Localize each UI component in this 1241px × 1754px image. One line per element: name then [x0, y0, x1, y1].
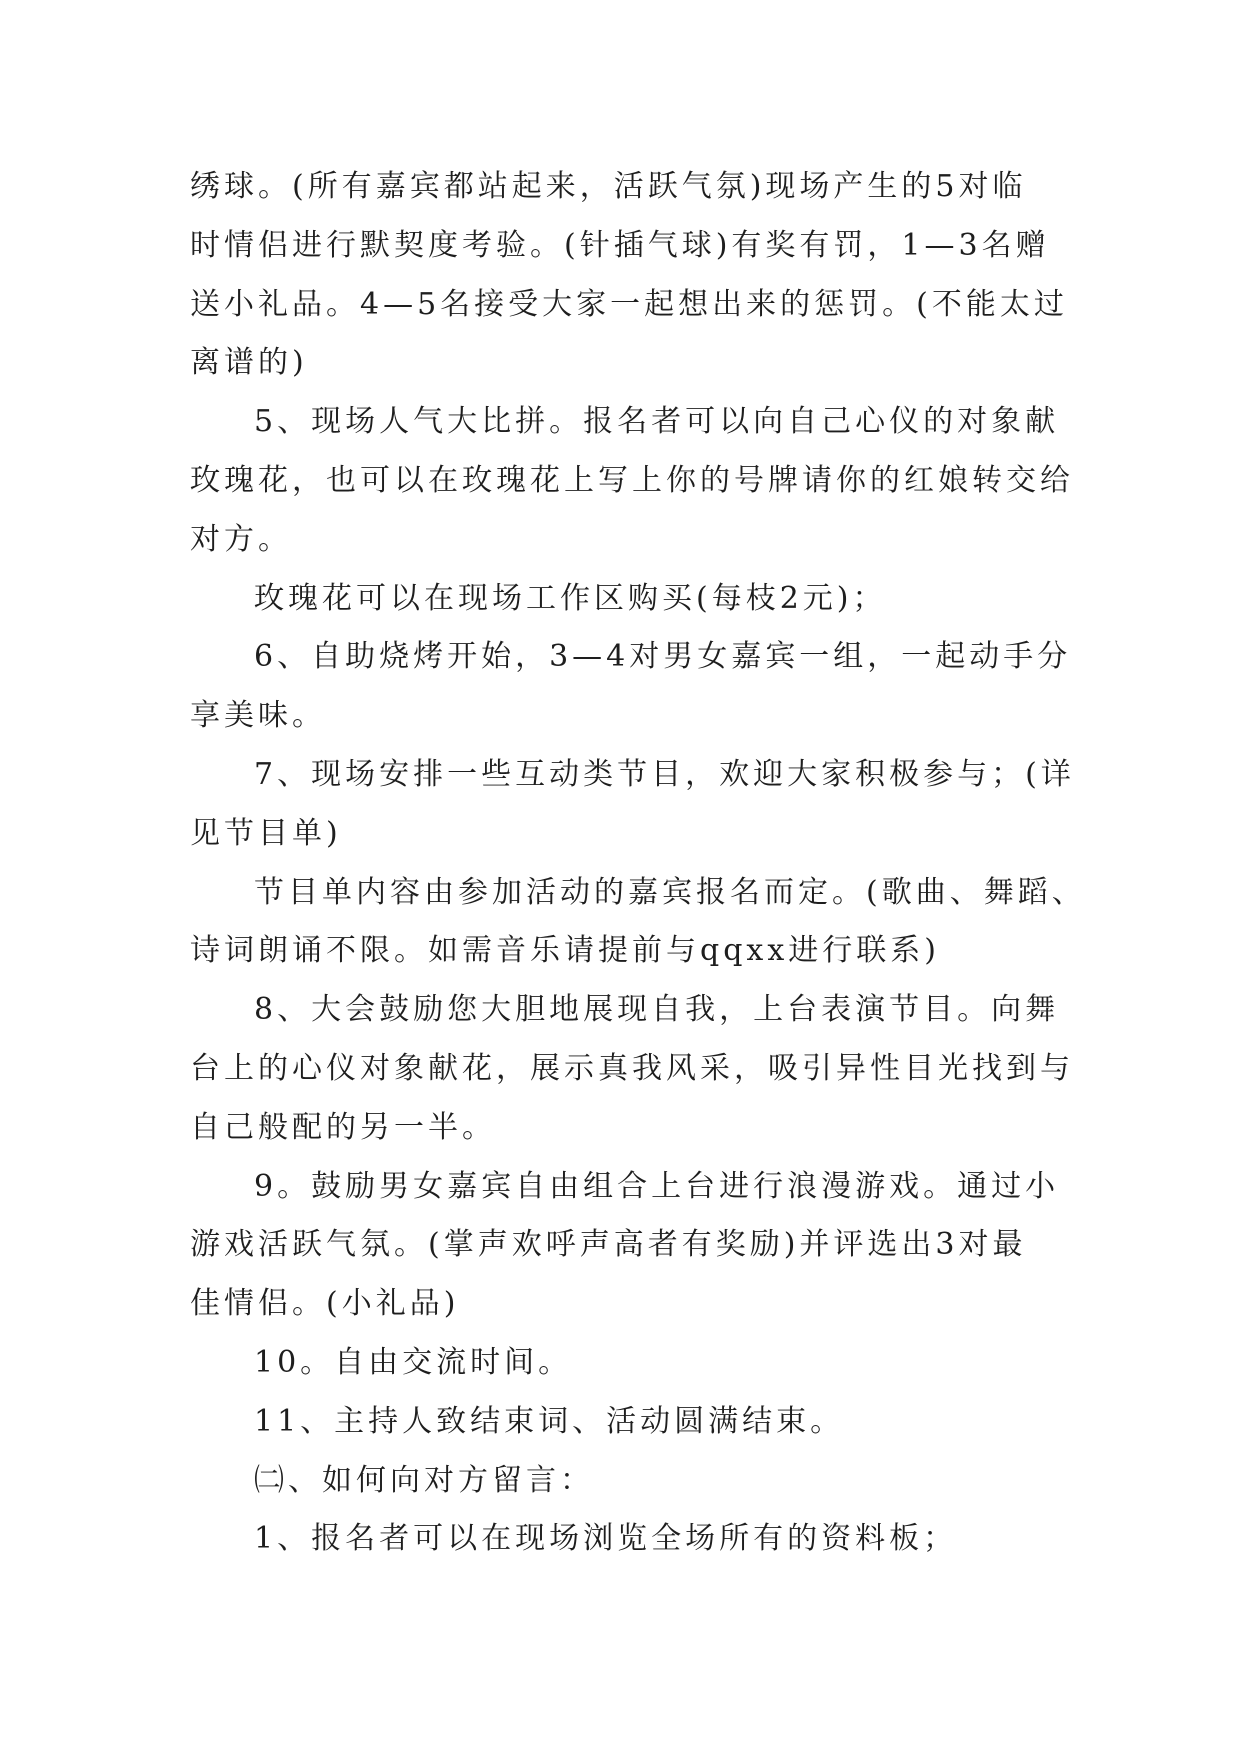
document-line: 见节目单) — [190, 815, 342, 851]
document-line: 自己般配的另一半。 — [190, 1109, 496, 1145]
document-line: 6、自助烧烤开始，3—4对男女嘉宾一组，一起动手分 — [254, 639, 1072, 675]
document-line: 对方。 — [190, 521, 292, 557]
document-line: 1、报名者可以在现场浏览全场所有的资料板； — [254, 1521, 958, 1557]
document-line: 诗词朗诵不限。如需音乐请提前与qqxx进行联系) — [190, 933, 940, 969]
document-body — [190, 158, 1086, 1569]
document-line: 游戏活跃气氛。(掌声欢呼声高者有奖励)并评选出3对最 — [190, 1227, 1027, 1263]
document-line: 玫瑰花可以在现场工作区购买(每枝2元)； — [254, 580, 887, 616]
document-line: 享美味。 — [190, 698, 326, 734]
document-line: 绣球。(所有嘉宾都站起来，活跃气氛)现场产生的5对临 — [190, 169, 1027, 204]
document-line: 7、现场安排一些互动类节目，欢迎大家积极参与；(详 — [254, 756, 1075, 792]
document-line: 送小礼品。4—5名接受大家一起想出来的惩罚。(不能太过 — [190, 286, 1068, 322]
document-line: 时情侣进行默契度考验。(针插气球)有奖有罚，1—3名赠 — [190, 227, 1050, 263]
document-line: 9。鼓励男女嘉宾自由组合上台进行浪漫游戏。通过小 — [254, 1168, 1060, 1204]
document-line: 节目单内容由参加活动的嘉宾报名而定。(歌曲、舞蹈、 — [254, 874, 1086, 910]
document-line: 8、大会鼓励您大胆地展现自我，上台表演节目。向舞 — [254, 992, 1060, 1028]
document-line: 10。自由交流时间。 — [254, 1344, 573, 1380]
document-line: 离谱的) — [190, 345, 308, 381]
document-line: 5、现场人气大比拼。报名者可以向自己心仪的对象献 — [254, 404, 1060, 440]
document-line: 11、主持人致结束词、活动圆满结束。 — [254, 1403, 845, 1439]
document-line: 台上的心仪对象献花，展示真我风采，吸引异性目光找到与 — [190, 1050, 1074, 1086]
document-line: 玫瑰花，也可以在玫瑰花上写上你的号牌请你的红娘转交给 — [190, 462, 1074, 498]
document-line: ㈡、如何向对方留言： — [254, 1462, 594, 1498]
document-line: 佳情侣。(小礼品) — [190, 1286, 460, 1322]
